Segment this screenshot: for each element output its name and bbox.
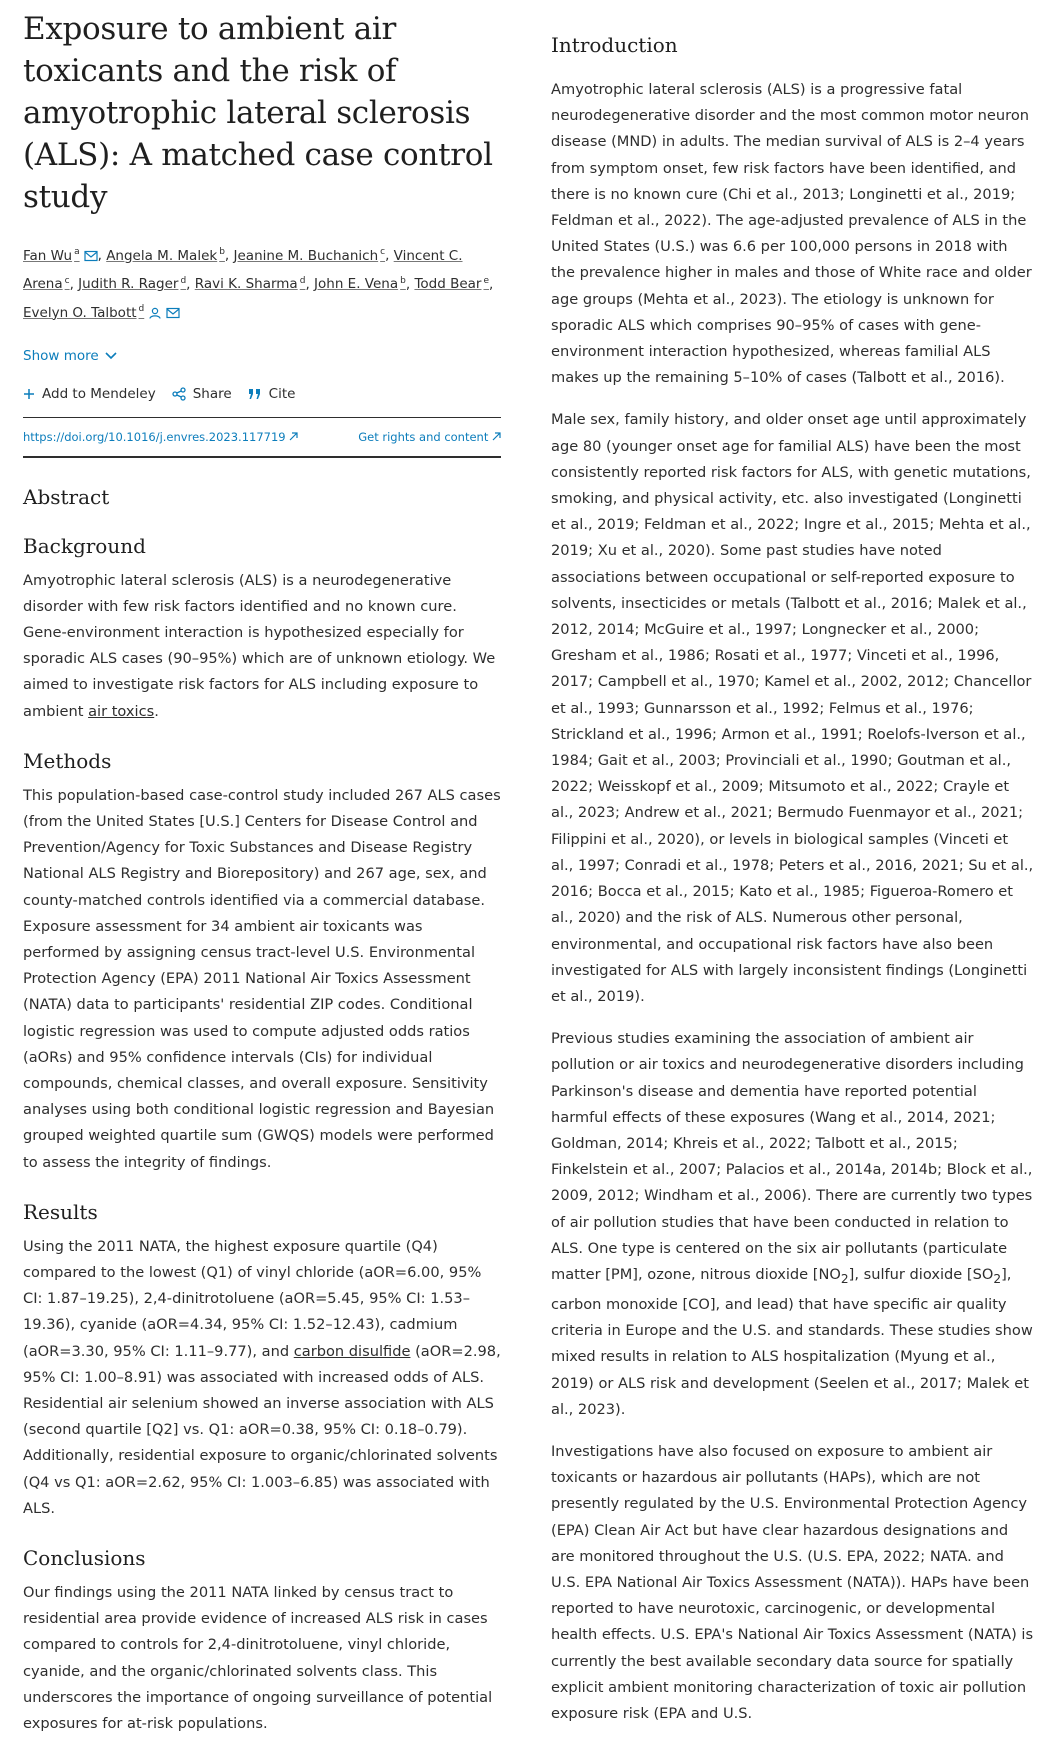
- external-link-icon: [492, 432, 501, 441]
- background-heading: Background: [23, 533, 146, 558]
- conclusions-text: Our findings using the 2011 NATA linked by census tract to residential area provide evidence of increased ALS risk in cases compared to controls for 2,4-dinitrotoluene, vinyl chloride, cyanide, and the organic/chlorinated solvents class. This underscores the importance of ongoing surveillance of potential exposures for at-risk populations.: [23, 1584, 493, 1733]
- results-text: Using the 2011 NATA, the highest exposure quartile (Q4) compared to the lowest (Q1) of vinyl chloride (aOR=6.00, 95% CI: 1.87–19.25), 2,4-dinitrotoluene (aOR=5.45, 95% CI: 1.53–19.36), cyanide (aOR=4.34, 95% CI: 1.52–12.43), cadmium (aOR=3.30, 95% CI: 1.11–9.77), and carbon disulfide (aOR=2.98, 95% CI: 1.00–8.91) was associated with increased odds of ALS. Residential air selenium showed an inverse association with ALS (second quartile [Q2] vs. Q1: aOR=0.38, 95% CI: 0.18–0.79). Additionally, residential exposure to organic/chlorinated solvents (Q4 vs Q1: aOR=2.62, 95% CI: 1.003–6.85) was associated with ALS.: [23, 1237, 501, 1517]
- methods-text: This population-based case-control study included 267 ALS cases (from the United States [U.S.] Centers for Disease Control and Prevention/Agency for Toxic Substances and Disease Registry National ALS Registry and Biorepository) and 267 age, sex, and county-matched controls identified via a commercial database. Exposure assessment for 34 ambient air toxicants was performed by assigning census tract-level U.S. Environmental Protection Agency (EPA) 2011 National Air Toxics Assessment (NATA) data to participants' residential ZIP codes. Conditional logistic regression was used to compute adjusted odds ratios (aORs) and 95% confidence intervals (CIs) for individual compounds, chemical classes, and overall exposure. Sensitivity analyses using both conditional logistic regression and Bayesian grouped weighted quartile sum (GWQS) models were performed to assess the integrity of findings.: [23, 786, 501, 1171]
- author-link[interactable]: Evelyn O. Talbott $^d$: [23, 304, 145, 321]
- author-link[interactable]: Vincent C. Arena $^c$: [23, 247, 463, 292]
- author-link[interactable]: Todd Bear $^e$: [414, 275, 490, 292]
- share-label: Share: [192, 385, 232, 402]
- intro-paragraph-2: Male sex, family history, and older onset age until approximately age 80 (younger onset age for familial ALS) have been the most consistently reported risk factors for ALS, with genetic mutations, smoking, and physical activity, etc. also investigated (Longinetti et al., 2019; Feldman et al., 2022; Ingre et al., 2015; Mehta et al., 2019; Xu et al., 2020). Some past studies have noted associations between occupational or self-reported exposure to solvents, insecticides or metals (Talbott et al., 2016; Malek et al., 2012, 2014; McGuire et al., 1997; Longnecker et al., 2000; Gresham et al., 1986; Rosati et al., 1977; Vinceti et al., 1996, 2017; Campbell et al., 1970; Kamel et al., 2002, 2012; Chancellor et al., 1993; Gunnarsson et al., 1992; Felmus et al., 1976; Strickland et al., 1996; Armon et al., 1991; Roelofs-Iverson et al., 1984; Gait et al., 2003; Provinciali et al., 1990; Goutman et al., 2022; Weisskopf et al., 2009; Mitsumoto et al., 2022; Crayle et al., 2023; Andrew et al., 2021; Bermudo Fuenmayor et al., 2021; Filippini et al., 2020), or levels in biological samples (Vinceti et al., 1997; Conradi et al., 1978; Peters et al., 2016, 2021; Su et al., 2016; Bocca et al., 2015; Kato et al., 1985; Figueroa-Romero et al., 2020) and the risk of ALS. Numerous other personal, environmental, and occupational risk factors have also been investigated for ALS with largely inconsistent findings (Longinetti et al., 2019).: [551, 411, 1034, 1005]
- right-column: [551, 0, 1035, 1727]
- intro-paragraph-3: Previous studies examining the association of ambient air pollution or air toxics and neurodegenerative disorders including Parkinson's disease and dementia have reported potential harmful effects of these exposures (Wang et al., 2014, 2021; Goldman, 2014; Khreis et al., 2022; Talbott et al., 2015; Finkelstein et al., 2007; Palacios et al., 2014a, 2014b; Block et al., 2009, 2012; Windham et al., 2006). There are currently two types of air pollution studies that have been conducted in relation to ALS. One type is centered on the six air pollutants (particulate matter [PM], ozone, nitrous dioxide $[NO_2]$, sulfur dioxide $[SO_2]$, carbon monoxide [CO], and lead) that have specific air quality criteria in Europe and the U.S. and standards. These studies show mixed results in relation to ALS hospitalization (Myung et al., 2019) or ALS risk and development (Seelen et al., 2017; Malek et al., 2023).: [551, 1030, 1033, 1418]
- background-text: Amyotrophic lateral sclerosis (ALS) is a neurodegenerative disorder with few risk factors identified and no known cure. Gene-environment interaction is hypothesized especially for sporadic ALS cases (90–95%) which are of unknown etiology. We aimed to investigate risk factors for ALS including exposure to ambient air toxics.: [23, 571, 496, 720]
- results-heading: Results: [23, 1199, 98, 1224]
- left-column: [23, 0, 501, 1737]
- article-title: Exposure to ambient air toxicants and the risk of amyotrophic lateral sclerosis (ALS): A matched case control study: [23, 11, 493, 215]
- air-toxics-link[interactable]: air toxics: [88, 702, 155, 720]
- cite-label: Cite: [268, 385, 296, 402]
- share-button[interactable]: [172, 386, 232, 402]
- author-link[interactable]: Judith R. Rager $^d$: [78, 275, 187, 292]
- divider: [23, 417, 501, 418]
- show-more-label: Show more: [23, 347, 99, 364]
- doi-row: [23, 430, 501, 444]
- author-link[interactable]: Jeanine M. Buchanich $^c$: [233, 247, 386, 264]
- author-link[interactable]: Fan Wu $^a$: [23, 247, 80, 264]
- intro-paragraph-4: Investigations have also focused on exposure to ambient air toxicants or hazardous air pollutants (HAPs), which are not presently regulated by the U.S. Environmental Protection Agency (EPA) Clean Air Act but have clear hazardous designations and are monitored throughout the U.S. (U.S. EPA, 2022; NATA. and U.S. EPA National Air Toxics Assessment (NATA)). HAPs have been reported to have neurotoxic, carcinogenic, or developmental health effects. U.S. EPA's National Air Toxics Assessment (NATA) is currently the best available secondary data source for spatially explicit ambient monitoring characterization of toxic air pollution exposure risk (EPA and U.S.: [551, 1443, 1034, 1723]
- add-to-mendeley-label: Add to Mendeley: [42, 385, 156, 402]
- author-link[interactable]: John E. Vena $^b$: [314, 275, 406, 292]
- introduction-heading: Introduction: [551, 33, 678, 57]
- carbon-disulfide-link[interactable]: carbon disulfide: [293, 1342, 411, 1360]
- intro-paragraph-1: Amyotrophic lateral sclerosis (ALS) is a progressive fatal neurodegenerative disorder and the most common motor neuron disease (MND) in adults. The median survival of ALS is 2–4 years from symptom onset, few risk factors have been identified, and there is no known cure (Chi et al., 2013; Longinetti et al., 2019; Feldman et al., 2022). The age-adjusted prevalence of ALS in the United States (U.S.) was 6.6 per 100,000 persons in 2018 with the prevalence higher in males and those of White race and older age groups (Mehta et al., 2023). The etiology is unknown for sporadic ALS which comprises 90–95% of cases with gene-environment interaction hypothesized, whereas familial ALS makes up the remaining 5–10% of cases (Talbott et al., 2016).: [551, 81, 1032, 387]
- rights-link[interactable]: Get rights and content: [358, 430, 501, 444]
- external-link-icon: [289, 432, 298, 441]
- add-to-mendeley-button[interactable]: [23, 386, 156, 402]
- author-link[interactable]: Ravi K. Sharma $^d$: [194, 275, 306, 292]
- share-icon: [172, 387, 186, 401]
- author-list: Fan Wu $^a$ , Angela M. Malek $^b$, Jeanine M. Buchanich $^c$, Vincent C. Arena $^c$, Judith R. Rager $^d$, Ravi K. Sharma $^d$, John E. Vena $^b$, Todd Bear $^e$, Evelyn O. Talbott $^d$: [23, 247, 494, 321]
- doi-link[interactable]: https://doi.org/10.1016/j.envres.2023.117719: [23, 430, 298, 444]
- show-more-button[interactable]: [23, 348, 501, 364]
- author-link[interactable]: Angela M. Malek $^b$: [106, 247, 225, 264]
- conclusions-heading: Conclusions: [23, 1546, 146, 1570]
- divider: [23, 456, 501, 458]
- plus-icon: [23, 388, 35, 400]
- cite-button[interactable]: [248, 386, 296, 402]
- article-actions: [23, 386, 501, 402]
- mail-icon[interactable]: [166, 307, 180, 319]
- person-icon[interactable]: [148, 307, 162, 319]
- methods-heading: Methods: [23, 748, 112, 773]
- abstract-heading: Abstract: [23, 484, 110, 509]
- quote-icon: [248, 388, 262, 400]
- chevron-down-icon: [105, 348, 117, 364]
- mail-icon[interactable]: [84, 250, 98, 262]
